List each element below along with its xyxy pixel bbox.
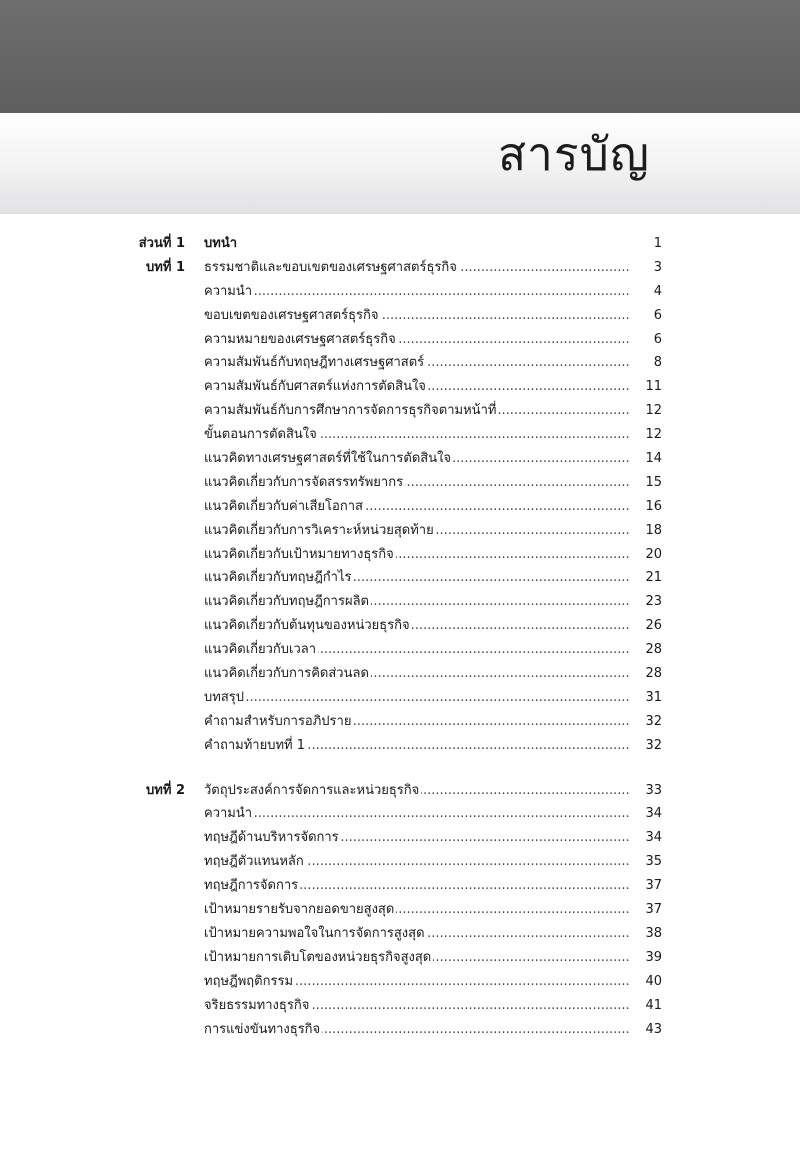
toc-entry bbox=[204, 256, 630, 280]
toc-entry-text: แนวคิดเกี่ยวกับค่าเสียโอกาส bbox=[204, 498, 363, 514]
toc-entry-text: แนวคิดเกี่ยวกับเวลา bbox=[204, 642, 317, 658]
toc-entry bbox=[204, 614, 630, 638]
toc-row[interactable] bbox=[0, 232, 800, 256]
toc-page-number: 34 bbox=[645, 806, 662, 822]
toc-entry-text: แนวคิดเกี่ยวกับการคิดส่วนลด bbox=[204, 666, 369, 682]
toc-entry bbox=[204, 447, 630, 471]
toc-page-number: 18 bbox=[645, 522, 662, 538]
toc-page-number: 21 bbox=[645, 570, 662, 586]
toc-entry bbox=[204, 779, 630, 803]
toc-entry-text: แนวคิดเกี่ยวกับทฤษฎีกำไร bbox=[204, 570, 352, 586]
header-band bbox=[0, 0, 800, 113]
toc-entry bbox=[204, 495, 630, 519]
toc-entry bbox=[204, 802, 630, 826]
toc-page-number: 35 bbox=[645, 854, 662, 870]
toc-page-number: 31 bbox=[645, 689, 662, 705]
toc-page-number: 33 bbox=[645, 782, 662, 798]
toc-entry-text: ขั้นตอนการตัดสินใจ bbox=[204, 427, 317, 443]
toc-entry-text: ความสัมพันธ์กับการศึกษาการจัดการธุรกิจตามหน้าที่ bbox=[204, 403, 497, 419]
toc-entry bbox=[204, 232, 630, 256]
toc-page-number: 28 bbox=[645, 642, 662, 658]
toc-entry bbox=[204, 328, 630, 352]
toc-row[interactable] bbox=[0, 423, 800, 447]
toc-row[interactable] bbox=[0, 471, 800, 495]
toc-entry-text: ทฤษฎีตัวแทนหลัก bbox=[204, 854, 304, 870]
toc-entry bbox=[204, 710, 630, 734]
toc-page-number: 11 bbox=[645, 379, 662, 395]
toc-row[interactable] bbox=[0, 994, 800, 1018]
toc-entry bbox=[204, 898, 630, 922]
toc-row[interactable] bbox=[0, 614, 800, 638]
toc-section bbox=[0, 256, 800, 758]
toc-entry bbox=[204, 686, 630, 710]
toc-page-number: 12 bbox=[645, 427, 662, 443]
toc-page-number: 3 bbox=[653, 259, 662, 275]
toc-page-number: 38 bbox=[645, 925, 662, 941]
toc-entry bbox=[204, 946, 630, 970]
toc-row[interactable] bbox=[0, 874, 800, 898]
toc-entry bbox=[204, 423, 630, 447]
toc-entry-text: แนวคิดเกี่ยวกับต้นทุนของหน่วยธุรกิจ bbox=[204, 618, 410, 634]
toc-section-label: บทที่ 2 bbox=[146, 782, 185, 798]
toc-entry bbox=[204, 638, 630, 662]
toc-entry bbox=[204, 850, 630, 874]
toc-entry bbox=[204, 471, 630, 495]
toc-page-number: 12 bbox=[645, 403, 662, 419]
toc-entry bbox=[204, 399, 630, 423]
toc-entry bbox=[204, 375, 630, 399]
toc-page-number: 26 bbox=[645, 618, 662, 634]
toc-row[interactable] bbox=[0, 280, 800, 304]
toc-row[interactable] bbox=[0, 662, 800, 686]
toc-entry bbox=[204, 566, 630, 590]
toc-page-number: 37 bbox=[645, 878, 662, 894]
toc-section-label: บทที่ 1 bbox=[146, 259, 185, 275]
toc-entry-text: การแข่งขันทางธุรกิจ bbox=[204, 1021, 321, 1037]
toc-row[interactable] bbox=[0, 734, 800, 758]
toc-row[interactable] bbox=[0, 519, 800, 543]
toc-entry-text: แนวคิดทางเศรษฐศาสตร์ที่ใช้ในการตัดสินใจ bbox=[204, 451, 452, 467]
toc-row[interactable] bbox=[0, 710, 800, 734]
toc-entry-text: คำถามสำหรับการอภิปราย bbox=[204, 713, 352, 729]
toc-page-number: 43 bbox=[645, 1021, 662, 1037]
toc-section-label: ส่วนที่ 1 bbox=[138, 236, 185, 251]
toc-entry bbox=[204, 280, 630, 304]
toc-row[interactable] bbox=[0, 898, 800, 922]
toc-row[interactable] bbox=[0, 543, 800, 567]
toc-entry-text: บทนำ bbox=[204, 236, 238, 251]
toc-entry-text: ความสัมพันธ์กับศาสตร์แห่งการตัดสินใจ bbox=[204, 379, 426, 395]
toc-entry bbox=[204, 543, 630, 567]
toc-section bbox=[0, 779, 800, 1042]
toc-row[interactable] bbox=[0, 779, 800, 803]
toc-page-number: 37 bbox=[645, 902, 662, 918]
toc-page-number: 34 bbox=[645, 830, 662, 846]
toc-entry-text: เป้าหมายความพอใจในการจัดการสูงสุด bbox=[204, 925, 425, 941]
title-band bbox=[0, 113, 800, 214]
toc-entry bbox=[204, 874, 630, 898]
toc-entry bbox=[204, 590, 630, 614]
toc-entry bbox=[204, 922, 630, 946]
toc-page-number: 6 bbox=[653, 307, 662, 323]
toc-row[interactable] bbox=[0, 399, 800, 423]
toc-row[interactable] bbox=[0, 351, 800, 375]
toc-row[interactable] bbox=[0, 638, 800, 662]
toc-entry-text: แนวคิดเกี่ยวกับการจัดสรรทรัพยากร bbox=[204, 474, 404, 490]
toc-entry-text: วัตถุประสงค์การจัดการและหน่วยธุรกิจ bbox=[204, 782, 420, 798]
toc-entry-text: ทฤษฎีพฤติกรรม bbox=[204, 973, 294, 989]
toc-row[interactable] bbox=[0, 922, 800, 946]
toc-row[interactable] bbox=[0, 566, 800, 590]
toc-entry-text: เป้าหมายการเติบโตของหน่วยธุรกิจสูงสุด bbox=[204, 949, 432, 965]
toc-entry-text: คำถามท้ายบทที่ 1 bbox=[204, 737, 306, 753]
toc-page-number: 32 bbox=[645, 713, 662, 729]
toc-page-number: 32 bbox=[645, 737, 662, 753]
toc-entry-text: แนวคิดเกี่ยวกับการวิเคราะห์หน่วยสุดท้าย bbox=[204, 522, 434, 538]
toc-row[interactable] bbox=[0, 850, 800, 874]
toc-section bbox=[0, 232, 800, 256]
toc-entry bbox=[204, 970, 630, 994]
toc-entry bbox=[204, 1018, 630, 1042]
toc-entry bbox=[204, 826, 630, 850]
toc-entry-text: ความหมายของเศรษฐศาสตร์ธุรกิจ bbox=[204, 331, 396, 347]
toc-page-number: 15 bbox=[645, 474, 662, 490]
toc-row[interactable] bbox=[0, 946, 800, 970]
toc-entry-text: ธรรมชาติและขอบเขตของเศรษฐศาสตร์ธุรกิจ bbox=[204, 259, 457, 275]
toc-entry-text: ความนำ bbox=[204, 806, 253, 822]
toc-entry bbox=[204, 304, 630, 328]
toc-entry-text: บทสรุป bbox=[204, 689, 244, 705]
toc-page-number: 39 bbox=[645, 949, 662, 965]
toc-page-number: 23 bbox=[645, 594, 662, 610]
toc-entry-text: ความสัมพันธ์กับทฤษฎีทางเศรษฐศาสตร์ bbox=[204, 355, 425, 371]
toc-entry-text: เป้าหมายรายรับจากยอดขายสูงสุด bbox=[204, 902, 395, 918]
toc-row[interactable] bbox=[0, 304, 800, 328]
toc-entry-text: แนวคิดเกี่ยวกับเป้าหมายทางธุรกิจ bbox=[204, 546, 394, 562]
toc-row[interactable] bbox=[0, 1018, 800, 1042]
toc-entry-text: ความนำ bbox=[204, 283, 253, 299]
toc-entry bbox=[204, 994, 630, 1018]
toc-page-number: 14 bbox=[645, 451, 662, 467]
toc-row[interactable] bbox=[0, 328, 800, 352]
toc-row[interactable] bbox=[0, 826, 800, 850]
toc-page-number: 1 bbox=[653, 236, 662, 251]
toc-row[interactable] bbox=[0, 802, 800, 826]
toc-row[interactable] bbox=[0, 256, 800, 280]
toc-row[interactable] bbox=[0, 375, 800, 399]
toc-page-number: 4 bbox=[653, 283, 662, 299]
toc-entry-text: ทฤษฎีด้านบริหารจัดการ bbox=[204, 830, 339, 846]
toc-row[interactable] bbox=[0, 686, 800, 710]
toc-page-number: 20 bbox=[645, 546, 662, 562]
toc-entry bbox=[204, 351, 630, 375]
toc-entry-text: แนวคิดเกี่ยวกับทฤษฎีการผลิต bbox=[204, 594, 369, 610]
toc-entry bbox=[204, 519, 630, 543]
toc-row[interactable] bbox=[0, 590, 800, 614]
toc-row[interactable] bbox=[0, 495, 800, 519]
toc-row[interactable] bbox=[0, 447, 800, 471]
toc-entry-text: ทฤษฎีการจัดการ bbox=[204, 878, 299, 894]
table-of-contents bbox=[0, 232, 800, 1041]
toc-entry-text: จริยธรรมทางธุรกิจ bbox=[204, 997, 310, 1013]
toc-page-number: 41 bbox=[645, 997, 662, 1013]
toc-entry-text: ขอบเขตของเศรษฐศาสตร์ธุรกิจ bbox=[204, 307, 379, 323]
toc-page-number: 16 bbox=[645, 498, 662, 514]
toc-entry bbox=[204, 662, 630, 686]
toc-row[interactable] bbox=[0, 970, 800, 994]
toc-page-number: 28 bbox=[645, 666, 662, 682]
toc-page-number: 6 bbox=[653, 331, 662, 347]
toc-page-number: 8 bbox=[653, 355, 662, 371]
toc-entry bbox=[204, 734, 630, 758]
toc-page-number: 40 bbox=[645, 973, 662, 989]
page-title: สารบัญ bbox=[497, 127, 650, 181]
